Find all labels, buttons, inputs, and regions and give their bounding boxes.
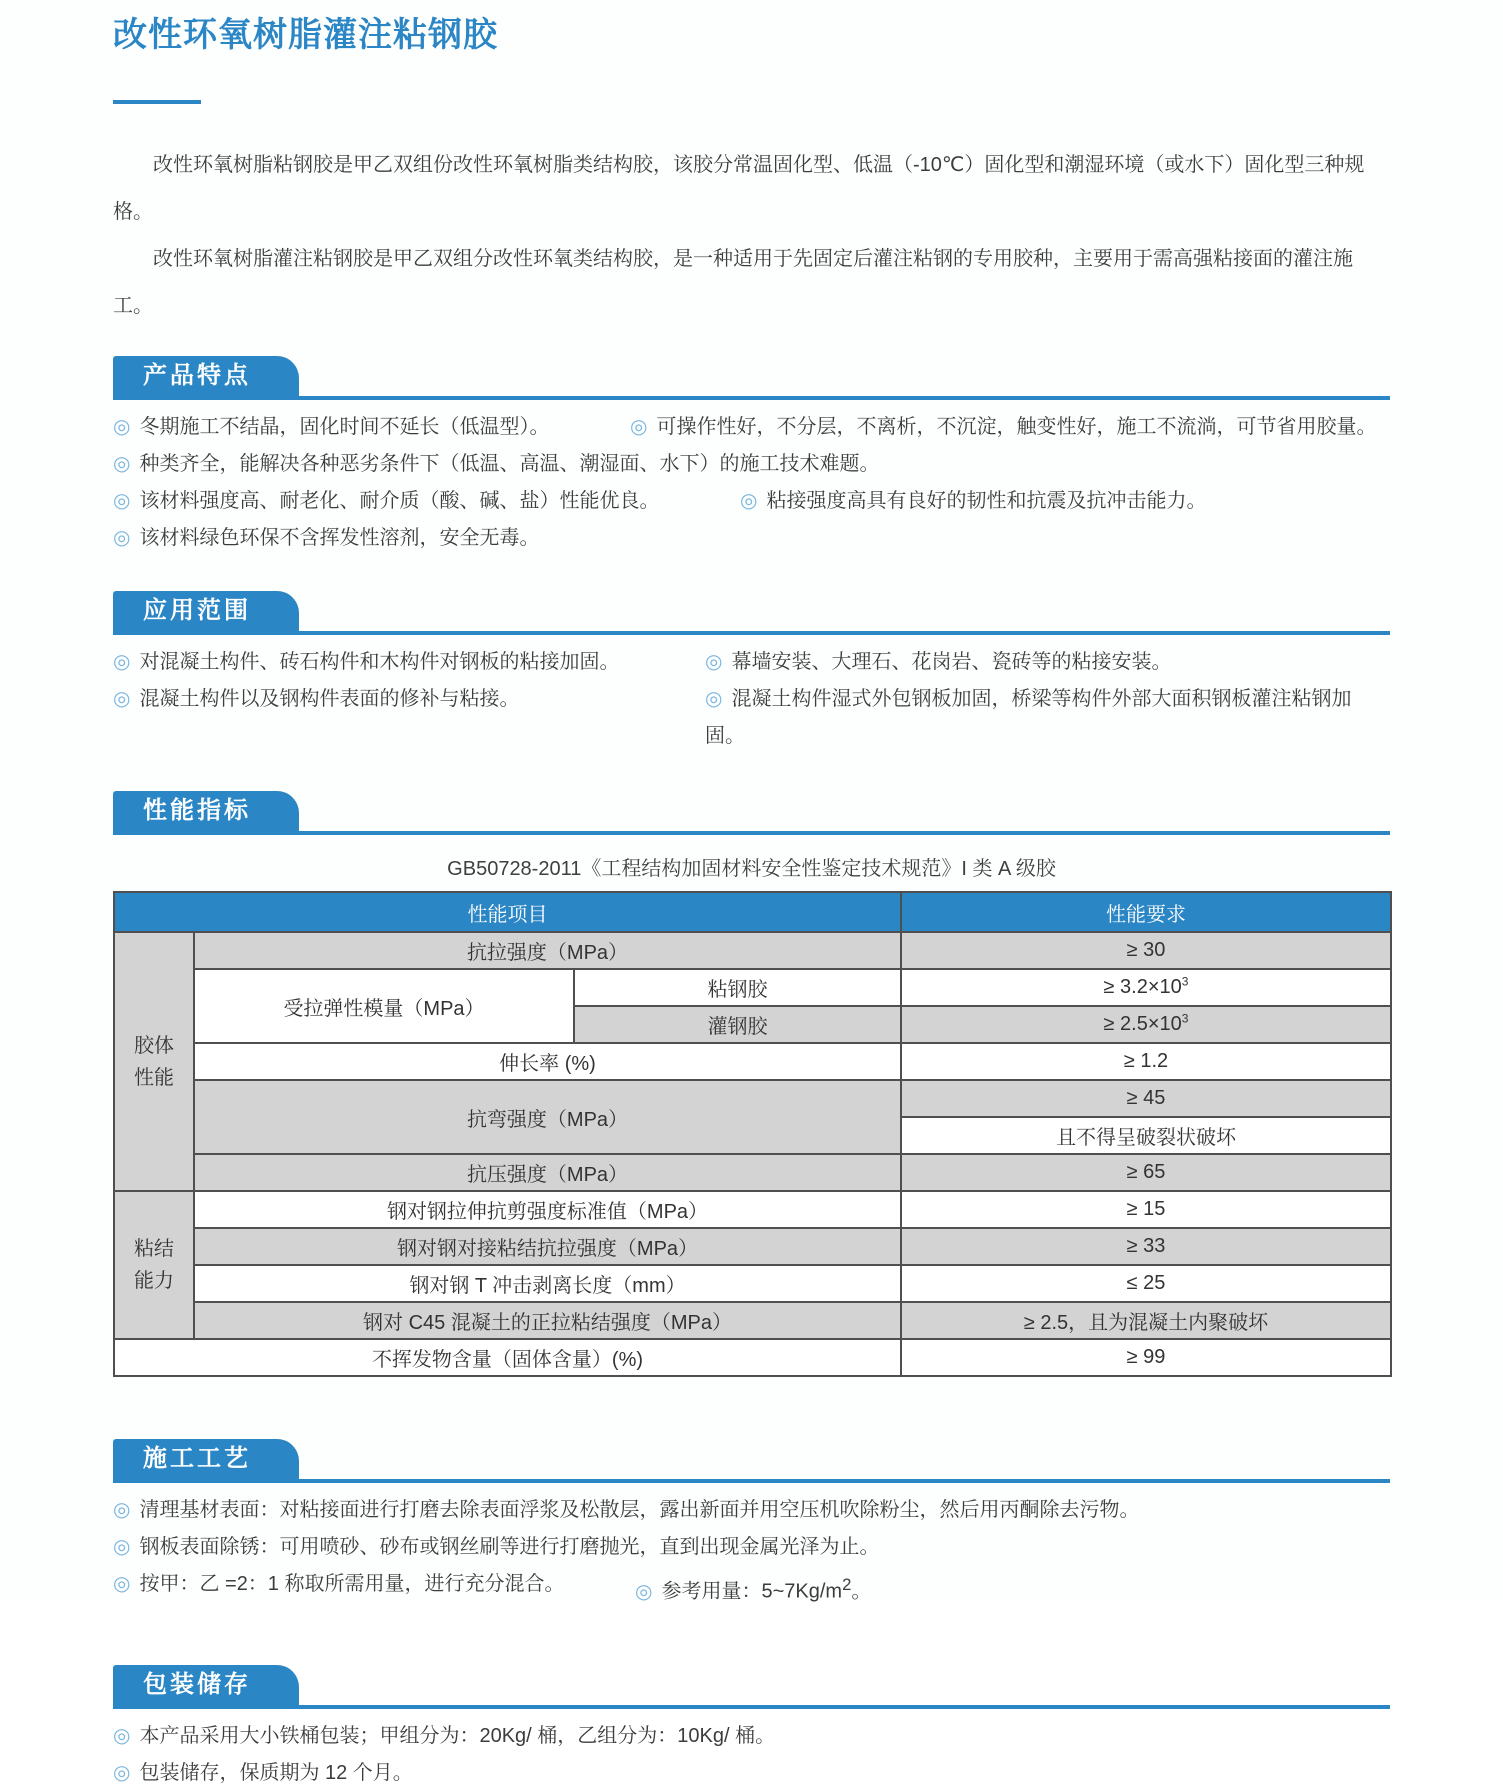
table-header-row: [114, 892, 1391, 932]
table-row: [114, 969, 1391, 1006]
property-requirement: ≥ 1.2: [901, 1043, 1391, 1080]
table-row: [114, 1302, 1391, 1339]
list-item: [113, 409, 1390, 446]
list-item: [113, 446, 1390, 483]
property-requirement: 且不得呈破裂状破坏: [901, 1117, 1391, 1154]
bullet-icon: ◎: [740, 490, 758, 512]
bullet-icon: ◎: [113, 416, 131, 438]
group-label-adhesive-performance: 胶体 性能: [114, 932, 194, 1191]
property-name: 伸长率 (%): [194, 1043, 901, 1080]
intro-line-2: 改性环氧树脂灌注粘钢胶是甲乙双组分改性环氧类结构胶，是一种适用于先固定后灌注粘钢的专用胶种，主要用于需高强粘接面的灌注施工。: [113, 248, 1353, 317]
table-row: [114, 1043, 1391, 1080]
property-subname: 灌钢胶: [574, 1006, 901, 1043]
property-requirement: ≥ 45: [901, 1080, 1391, 1117]
bullet-icon: ◎: [113, 1761, 131, 1784]
features-bullet-list: [113, 400, 1390, 557]
property-name: 受拉弹性模量（MPa）: [194, 969, 574, 1043]
list-item: [113, 1529, 1390, 1566]
section-head-rule: [113, 591, 1390, 635]
bullet-icon: ◎: [113, 688, 131, 710]
applications-bullet-list: [113, 635, 1390, 755]
section-head-rule: [113, 1439, 1390, 1483]
bullet-text: 种类齐全，能解决各种恶劣条件下（低温、高温、潮湿面、水下）的施工技术难题。: [139, 453, 880, 475]
process-bullet-list: [113, 1483, 1390, 1611]
property-requirement: ≥ 15: [901, 1191, 1391, 1228]
property-requirement: ≥ 99: [901, 1339, 1391, 1376]
table-caption: GB50728-2011《工程结构加固材料安全性鉴定技术规范》I 类 A 级胶: [447, 858, 1056, 880]
bullet-icon: ◎: [705, 688, 723, 710]
bullet-text: 混凝土构件以及钢构件表面的修补与粘接。: [139, 688, 520, 710]
table-row: [114, 1339, 1391, 1376]
property-requirement: ≥ $2.5\times 10^3$: [901, 1006, 1391, 1043]
bullet-text: 粘接强度高具有良好的韧性和抗震及抗冲击能力。: [766, 490, 1207, 512]
bullet-icon: ◎: [113, 527, 131, 549]
property-name: 钢对钢 T 冲击剥离长度（mm）: [194, 1265, 901, 1302]
column-header-requirement: 性能要求: [901, 892, 1391, 932]
bullet-text: 混凝土构件湿式外包钢板加固，桥梁等构件外部大面积钢板灌注粘钢加固。: [705, 688, 1352, 747]
section-tab-applications: 应用范围: [113, 591, 299, 631]
table-row: [114, 1154, 1391, 1191]
bullet-icon: ◎: [705, 651, 723, 673]
section-tab-features: 产品特点: [113, 356, 299, 396]
title-underline: [113, 100, 201, 104]
section-tab-performance: 性能指标: [113, 791, 299, 831]
performance-table: [113, 891, 1392, 1377]
list-item: [113, 483, 1390, 520]
list-item: [113, 681, 1390, 755]
property-name: 钢对 C45 混凝土的正拉粘结强度（MPa）: [194, 1302, 901, 1339]
list-item: [113, 644, 1390, 681]
property-requirement: ≥ 33: [901, 1228, 1391, 1265]
bullet-text: 该材料强度高、耐老化、耐介质（酸、碱、盐）性能优良。: [139, 490, 660, 512]
list-item: ◎ 按甲：乙 =2：1 称取所需用量，进行充分混合。 ◎ 参考用量：$5\sim 7Kg/m^2$。: [113, 1573, 872, 1603]
section-head-rule: [113, 1665, 1390, 1709]
property-name: 钢对钢对接粘结抗拉强度（MPa）: [194, 1228, 901, 1265]
table-row: [114, 1265, 1391, 1302]
property-name: 不挥发物含量（固体含量）(%): [114, 1339, 901, 1376]
bullet-text: 参考用量：5~7Kg/m: [661, 1580, 843, 1603]
bullet-icon: ◎: [113, 1573, 131, 1595]
property-requirement: ≥ 65: [901, 1154, 1391, 1191]
section-process: [113, 1439, 1390, 1611]
section-performance: [113, 791, 1390, 1377]
section-storage: [113, 1665, 1390, 1792]
bullet-text: 本产品采用大小铁桶包装；甲组分为：20Kg/ 桶，乙组分为：10Kg/ 桶。: [139, 1724, 776, 1747]
list-item: [113, 520, 1390, 557]
property-subname: 粘钢胶: [574, 969, 901, 1006]
list-item: [113, 1718, 1390, 1755]
property-requirement: ≥ 2.5，且为混凝土内聚破坏: [901, 1302, 1391, 1339]
property-requirement: ≤ 25: [901, 1265, 1391, 1302]
bullet-icon: ◎: [113, 453, 131, 475]
property-name: 抗弯强度（MPa）: [194, 1080, 901, 1154]
intro-line-1: 改性环氧树脂粘钢胶是甲乙双组份改性环氧树脂类结构胶，该胶分常温固化型、低温（-10℃）固化型和潮湿环境（或水下）固化型三种规格。: [113, 154, 1365, 223]
bullet-icon: ◎: [113, 1536, 131, 1558]
property-name: 钢对钢拉伸抗剪强度标准值（MPa）: [194, 1191, 901, 1228]
bullet-text: 清理基材表面：对粘接面进行打磨去除表面浮浆及松散层，露出新面并用空压机吹除粉尘，然后用丙酮除去污物。: [139, 1499, 1140, 1521]
bullet-icon: ◎: [113, 1724, 131, 1747]
column-header-item: 性能项目: [114, 892, 901, 932]
section-head-rule: [113, 356, 1390, 400]
bullet-text: 可操作性好，不分层，不离析，不沉淀，触变性好，施工不流淌，可节省用胶量。: [656, 416, 1377, 438]
property-requirement: ≥ 30: [901, 932, 1391, 969]
bullet-icon: ◎: [113, 1499, 131, 1521]
group-label-bonding-capacity: 粘结 能力: [114, 1191, 194, 1339]
property-requirement: ≥ $3.2\times 10^3$: [901, 969, 1391, 1006]
bullet-icon: ◎: [113, 490, 131, 512]
bullet-icon: ◎: [630, 416, 648, 438]
property-name: 抗拉强度（MPa）: [194, 932, 901, 969]
table-row: [114, 1191, 1391, 1228]
section-features: [113, 356, 1390, 557]
bullet-text: 对混凝土构件、砖石构件和木构件对钢板的粘接加固。: [139, 651, 620, 673]
bullet-text: 按甲：乙 =2：1 称取所需用量，进行充分混合。: [139, 1573, 565, 1595]
table-row: [114, 1228, 1391, 1265]
list-item: [113, 1492, 1390, 1529]
bullet-icon: ◎: [635, 1580, 653, 1603]
page-title: 改性环氧树脂灌注粘钢胶: [113, 16, 498, 54]
intro-paragraphs: [113, 142, 1390, 330]
section-tab-storage: 包装储存: [113, 1665, 299, 1705]
section-tab-process: 施工工艺: [113, 1439, 299, 1479]
bullet-text: 该材料绿色环保不含挥发性溶剂，安全无毒。: [139, 527, 540, 549]
property-name: 抗压强度（MPa）: [194, 1154, 901, 1191]
table-row: [114, 932, 1391, 969]
section-applications: [113, 591, 1390, 755]
bullet-text: 冬期施工不结晶，固化时间不延长（低温型）。: [139, 416, 550, 438]
table-row: [114, 1080, 1391, 1117]
section-head-rule: [113, 791, 1390, 835]
bullet-icon: ◎: [113, 651, 131, 673]
list-item: [113, 1755, 1390, 1792]
bullet-text: 包装储存，保质期为 12 个月。: [139, 1761, 413, 1784]
bullet-text: 幕墙安装、大理石、花岗岩、瓷砖等的粘接安装。: [731, 651, 1172, 673]
storage-bullet-list: [113, 1709, 1390, 1792]
bullet-text: 钢板表面除锈：可用喷砂、砂布或钢丝刷等进行打磨抛光，直到出现金属光泽为止。: [139, 1536, 880, 1558]
